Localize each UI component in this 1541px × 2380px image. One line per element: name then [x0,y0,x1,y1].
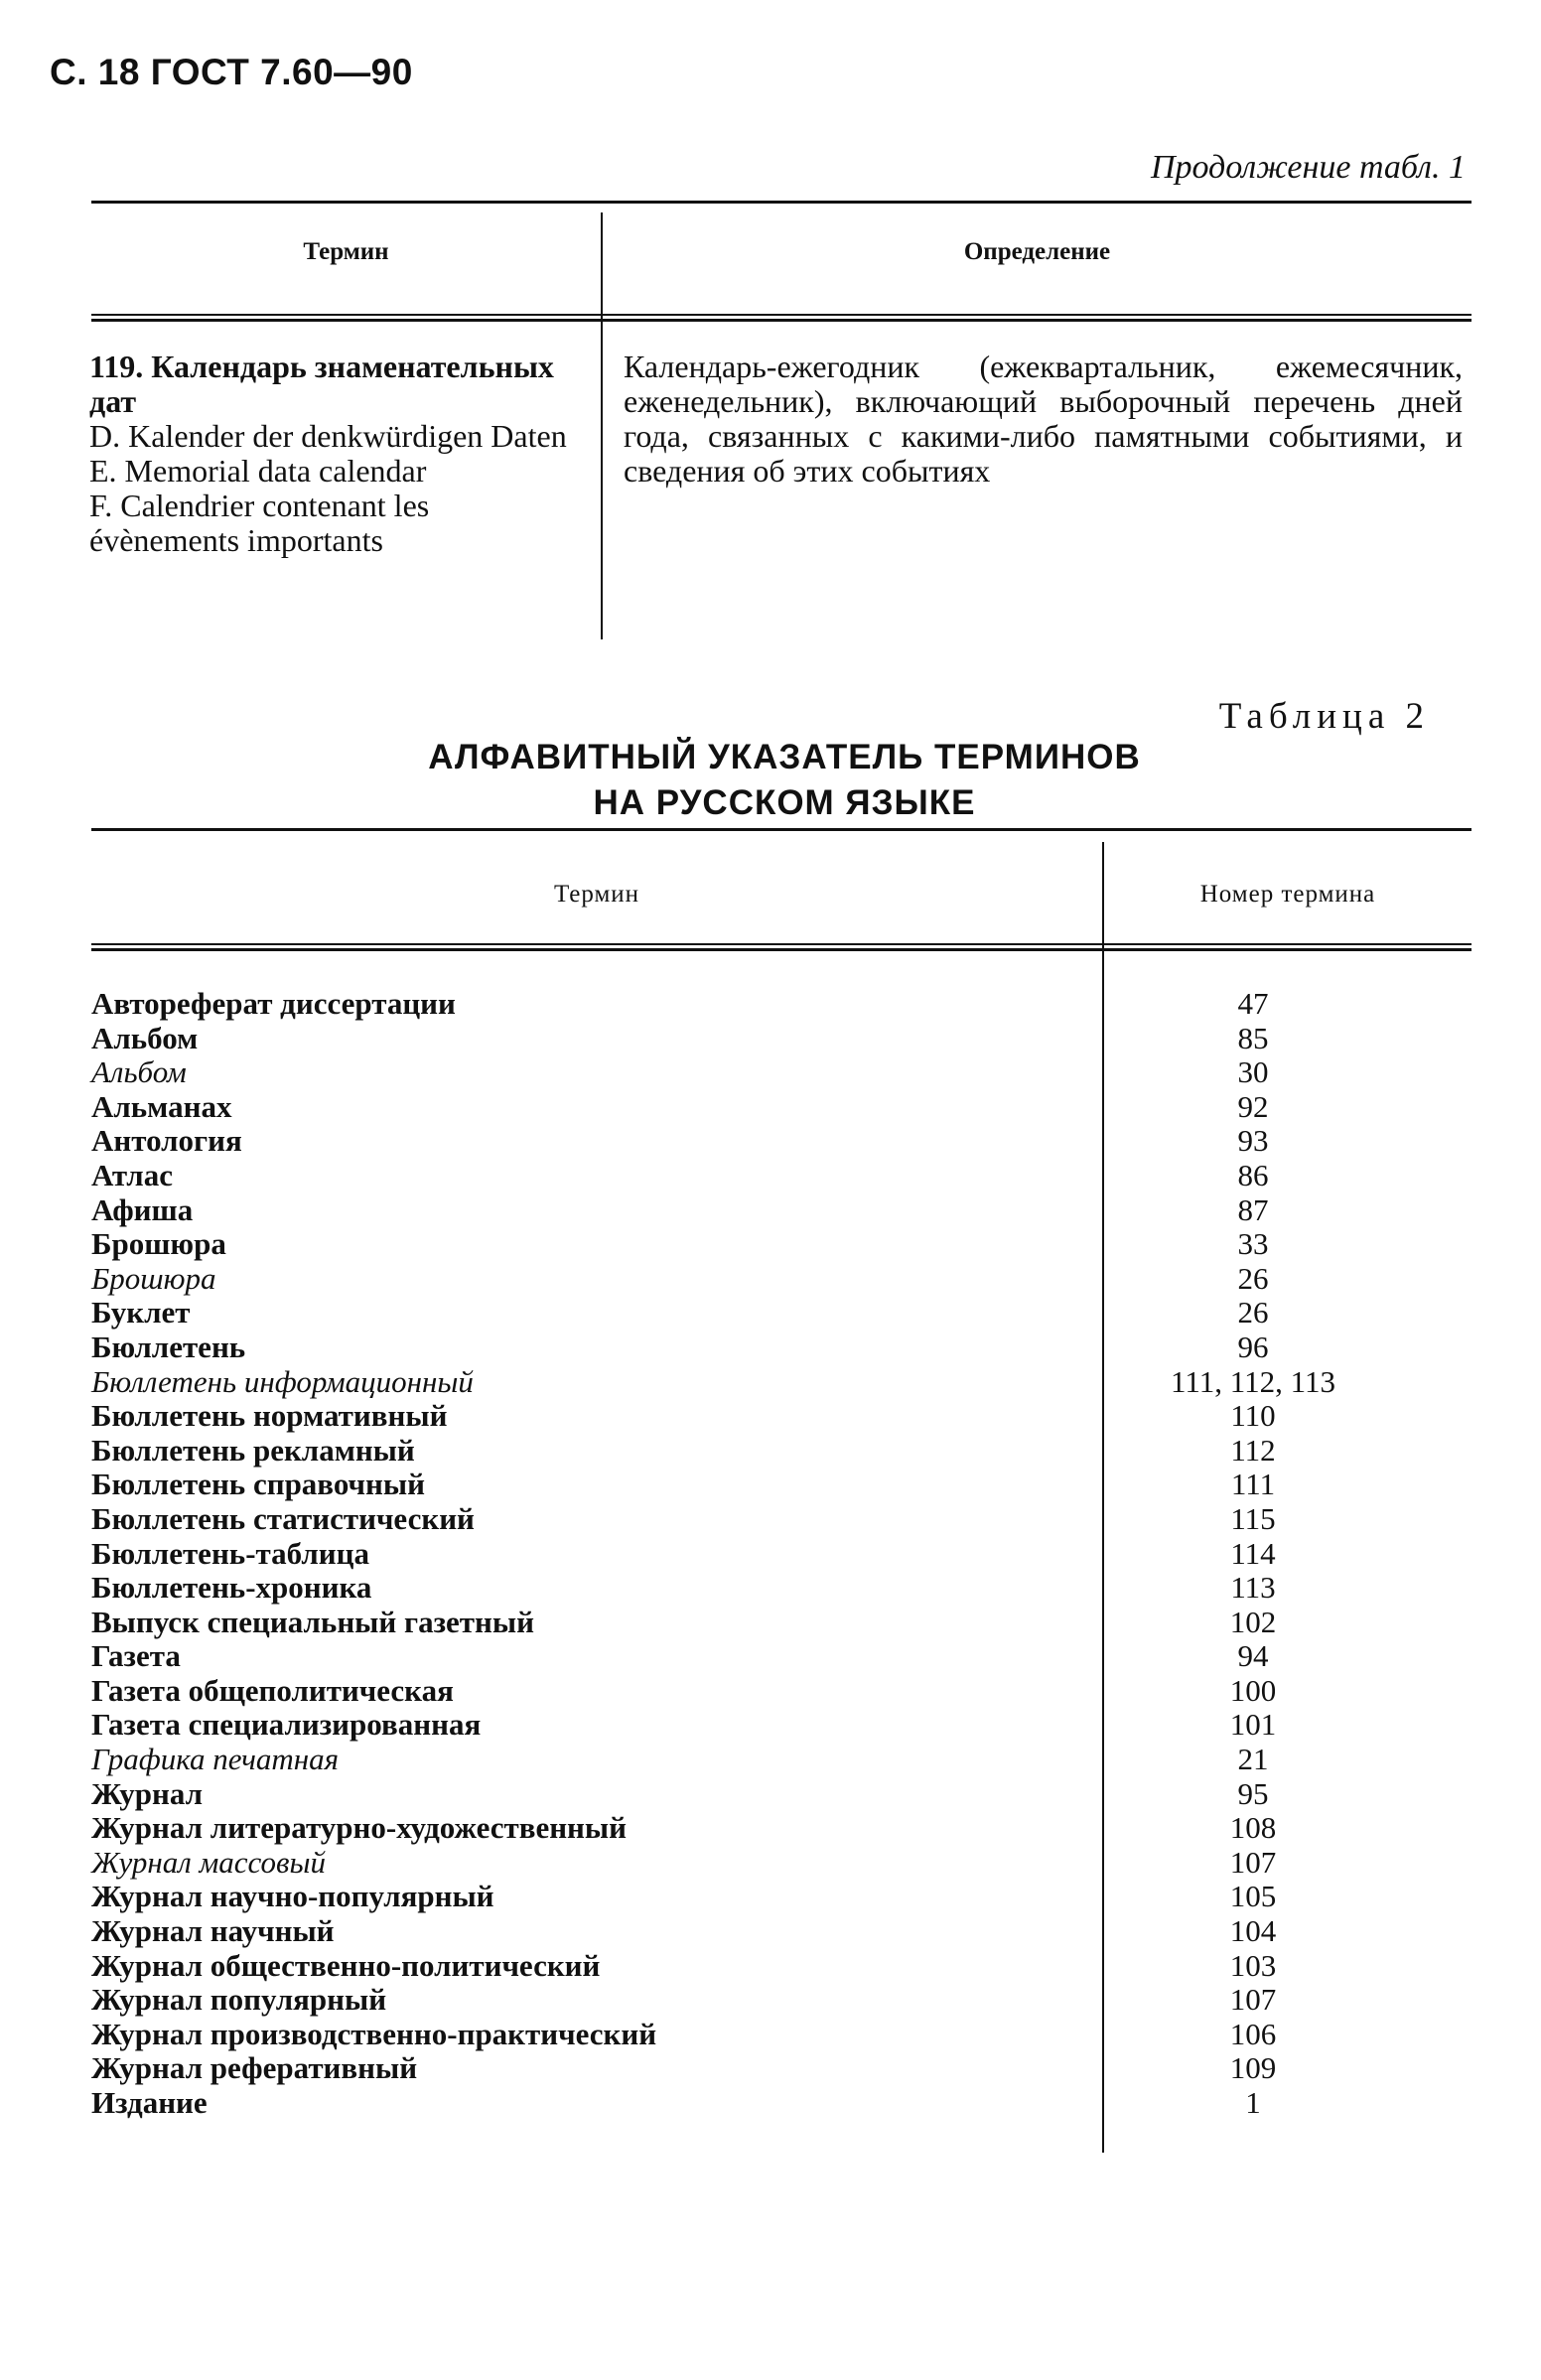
index-term: Буклет [91,1295,191,1330]
index-term-number: 95 [1237,1775,1269,1811]
continuation-label: Продолжение табл. 1 [1150,149,1466,186]
index-term: Бюллетень рекламный [91,1432,415,1468]
index-term: Газета общеполитическая [91,1672,454,1708]
table2-header-number: Номер термина [1199,881,1376,908]
table2-title-line2: НА РУССКОМ ЯЗЫКЕ [593,783,976,822]
table2-header-term: Термин [553,881,640,908]
index-row [91,1983,1471,2018]
index-row [91,1055,1471,1090]
index-row [91,1022,1471,1056]
index-term: Бюллетень справочный [91,1467,425,1502]
index-row [91,1502,1471,1537]
index-term-number: 107 [1229,1844,1277,1880]
table1-term-cell [89,350,571,558]
index-term: Бюллетень [91,1329,246,1364]
table2-label: Таблица 2 [1218,696,1430,737]
index-row [91,1296,1471,1330]
index-row [91,2051,1471,2086]
index-term: Журнал общественно-политический [91,1947,601,1983]
index-term-number: 33 [1237,1226,1269,1262]
index-term-number: 93 [1237,1123,1269,1159]
index-term: Альбом [91,1020,199,1055]
index-term: Бюллетень-таблица [91,1535,369,1571]
index-term: Журнал научно-популярный [91,1879,494,1914]
index-row [91,1330,1471,1365]
index-term-number: 94 [1237,1638,1269,1674]
table2-header-rule [91,943,1471,945]
index-term-number: 111 [1230,1467,1276,1502]
index-term: Антология [91,1123,242,1159]
index-row [91,1227,1471,1262]
index-term: Журнал [91,1775,204,1811]
index-term-number: 114 [1230,1535,1276,1571]
index-term-number: 100 [1229,1672,1277,1708]
index-row [91,2086,1471,2121]
index-term-number: 47 [1237,986,1269,1021]
index-term: Атлас [91,1157,173,1192]
term-title: 119. Календарь знаменательных дат [89,349,554,419]
index-row [91,1880,1471,1914]
index-term: Бюллетень статистический [91,1500,475,1536]
table1-column-divider [601,212,603,639]
index-row [91,1674,1471,1709]
index-term-number: 85 [1237,1020,1269,1055]
index-term-number: 108 [1229,1810,1277,1846]
index-row [91,2018,1471,2052]
index-row [91,1399,1471,1434]
index-term-number: 109 [1229,2050,1277,2086]
index-term-number: 26 [1237,1295,1269,1330]
index-term-number: 1 [1245,2085,1261,2120]
index-row [91,1159,1471,1193]
index-term-number: 87 [1237,1191,1269,1227]
index-term: Автореферат диссертации [91,986,456,1021]
index-row [91,1193,1471,1228]
index-term-number: 101 [1229,1707,1277,1743]
index-term: Бюллетень-хроника [91,1570,372,1606]
index-term-number: 26 [1237,1260,1269,1296]
table2-title-line1: АЛФАВИТНЫЙ УКАЗАТЕЛЬ ТЕРМИНОВ [428,738,1141,776]
index-term: Журнал популярный [91,1982,387,2018]
table2-title [298,735,1271,826]
term-german: D. Kalender der denkwürdigen Daten [89,418,567,454]
index-term-number: 30 [1237,1054,1269,1090]
table1-header-definition: Определение [963,238,1111,265]
index-term-number: 103 [1229,1947,1277,1983]
index-row [91,1468,1471,1502]
index-term: Газета специализированная [91,1707,482,1743]
index-term-number: 105 [1229,1879,1277,1914]
index-row [91,1090,1471,1125]
index-row [91,1743,1471,1777]
index-term: Издание [91,2085,208,2120]
index-term: Газета [91,1638,181,1674]
index-term: Журнал производственно-практический [91,2016,657,2051]
index-term: Альбом [91,1054,187,1090]
index-term-number: 86 [1237,1157,1269,1192]
index-row [91,1949,1471,1984]
index-row [91,1571,1471,1606]
index-row [91,987,1471,1022]
index-term: Журнал научный [91,1913,335,1949]
index-term-number: 111, 112, 113 [1171,1363,1335,1399]
term-french: F. Calendrier contenant les évènements importants [89,488,430,558]
index-row [91,1811,1471,1846]
index-row [91,1708,1471,1743]
index-term-number: 112 [1230,1432,1276,1468]
index-term: Брошюра [91,1226,226,1262]
table1-top-rule [91,201,1471,204]
index-row [91,1639,1471,1674]
table1-definition: Календарь-ежегодник (ежеквартальник, ежемесячник, еженедельник), включающий выборочный перечень дней года, связанных с какими-либо памятными событиями, и сведения об этих событиях [624,349,1463,489]
index-term-number: 115 [1230,1500,1276,1536]
table1-header-term: Термин [303,238,389,265]
index-term-number: 110 [1230,1398,1276,1434]
index-term: Альманах [91,1088,232,1124]
term-index-list [91,987,1471,2121]
index-term: Бюллетень информационный [91,1363,474,1399]
index-row [91,1365,1471,1400]
table1-header-rule-thick [91,319,1471,322]
term-english: E. Memorial data calendar [89,453,427,489]
index-term-number: 104 [1229,1913,1277,1949]
index-term-number: 21 [1237,1742,1269,1777]
index-term: Журнал реферативный [91,2050,418,2086]
page-header: С. 18 ГОСТ 7.60—90 [50,52,413,92]
index-term: Брошюра [91,1260,216,1296]
index-term: Журнал литературно-художественный [91,1810,627,1846]
index-row [91,1262,1471,1297]
table1-header-rule [91,314,1471,316]
index-term: Выпуск специальный газетный [91,1604,534,1639]
index-term: Графика печатная [91,1742,340,1777]
index-row [91,1434,1471,1469]
index-row [91,1537,1471,1572]
index-term: Бюллетень нормативный [91,1398,448,1434]
index-term: Афиша [91,1191,194,1227]
index-term-number: 113 [1230,1570,1276,1606]
index-row [91,1124,1471,1159]
index-row [91,1846,1471,1881]
index-row [91,1777,1471,1812]
index-term-number: 107 [1229,1982,1277,2018]
index-term-number: 106 [1229,2016,1277,2051]
table2-header-rule-thick [91,948,1471,951]
table2-top-rule [91,828,1471,831]
index-term-number: 102 [1229,1604,1277,1639]
index-row [91,1914,1471,1949]
index-row [91,1606,1471,1640]
index-term: Журнал массовый [91,1844,326,1880]
index-term-number: 92 [1237,1088,1269,1124]
index-term-number: 96 [1237,1329,1269,1364]
